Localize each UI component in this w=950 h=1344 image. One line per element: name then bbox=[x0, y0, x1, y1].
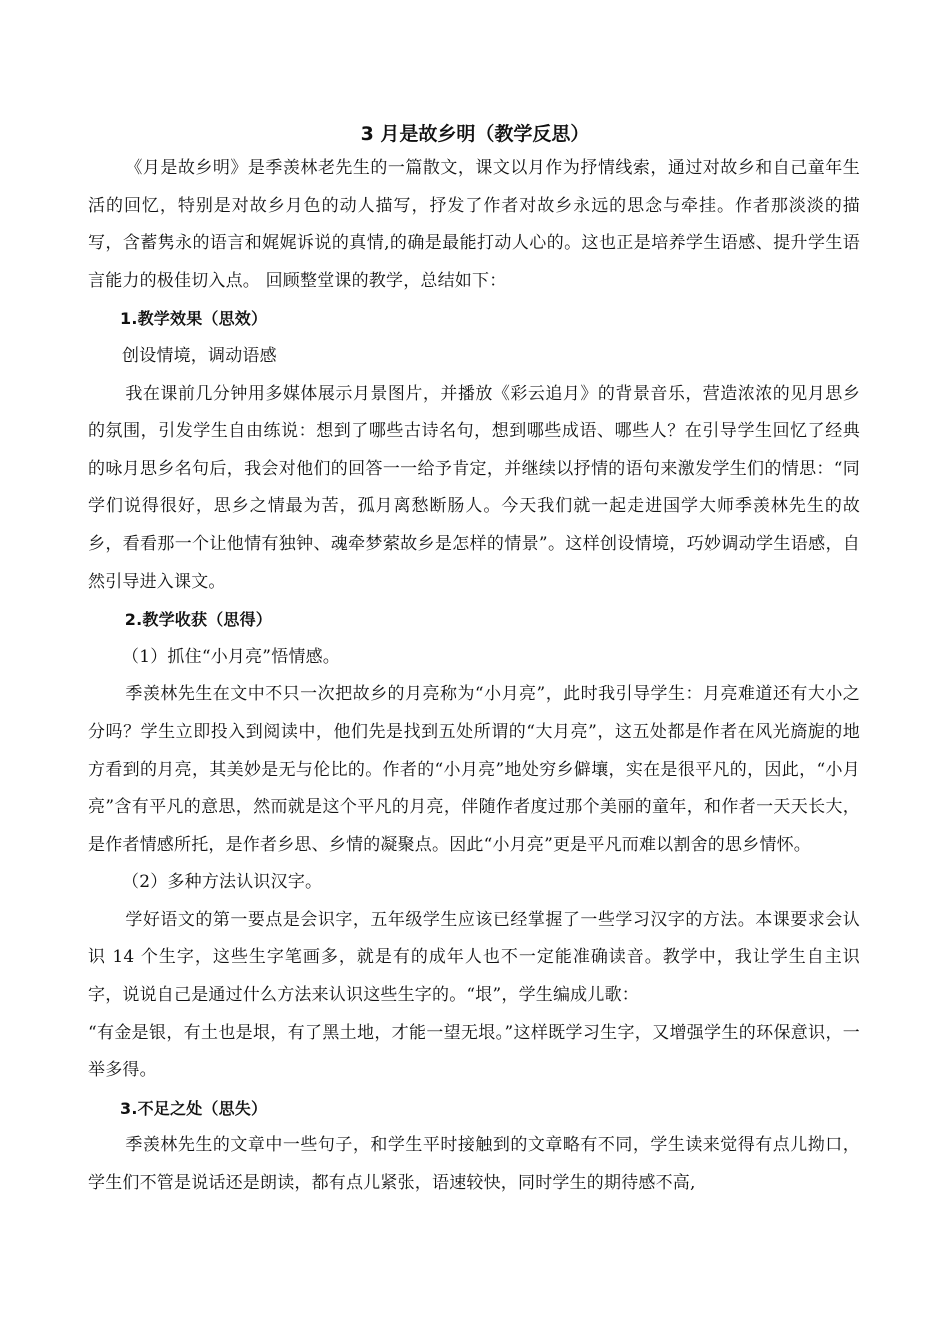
section3-paragraph: 季羡林先生的文章中一些句子，和学生平时接触到的文章略有不同，学生读来觉得有点儿拗口，学生们不管是说话还是朗读，都有点儿紧张，语速较快，同时学生的期待感不高, bbox=[88, 1135, 860, 1194]
section-heading-3: 3.不足之处（思失） bbox=[120, 1098, 268, 1118]
section1-paragraph: 我在课前几分钟用多媒体展示月景图片，并播放《彩云追月》的背景音乐，营造浓浓的见月思乡的氛围，引发学生自由练说：想到了哪些古诗名句，想到哪些成语、哪些人？在引导学生回忆了经典的咏月思乡名句后，我会对他们的回答一一给予肯定，并继续以抒情的语句来激发学生们的情思：“同学们说得很好，思乡之情最为苦，孤月离愁断肠人。今天我们就一起走进国学大师季羡林先生的故乡，看看那一个让他情有独钟、魂牵梦萦故乡是怎样的情景”。这样创设情境，巧妙调动学生语感，自然引导进入课文。 bbox=[88, 383, 860, 592]
section-heading-2: 2.教学收获（思得） bbox=[124, 610, 273, 630]
section-heading-1: 1.教学效果（思效） bbox=[120, 309, 268, 329]
point1-title: （1）抓住“小月亮”悟情感。 bbox=[122, 646, 340, 667]
document-body bbox=[88, 150, 860, 1203]
document-title: 3 月是故乡明（教学反思） bbox=[360, 123, 590, 145]
section-subheading-1: 创设情境，调动语感 bbox=[122, 345, 277, 366]
point2-paragraph: 学好语文的第一要点是会识字，五年级学生应该已经掌握了一些学习汉字的方法。本课要求会认识 14 个生字，这些生字笔画多，就是有的成年人也不一定能准确读音。教学中，我让学生自主识字，说说自己是通过什么方法来认识这些生字的。“垠”，学生编成儿歌： bbox=[88, 909, 860, 1006]
point2-rhyme-paragraph: “有金是银，有土也是垠，有了黑土地，才能一望无垠。”这样既学习生字，又增强学生的环保意识，一举多得。 bbox=[88, 1022, 860, 1081]
intro-paragraph: 《月是故乡明》是季羡林老先生的一篇散文，课文以月作为抒情线索，通过对故乡和自己童年生活的回忆，特别是对故乡月色的动人描写，抒发了作者对故乡永远的思念与牵挂。作者那淡淡的描写，含蓄隽永的语言和娓娓诉说的真情,的确是最能打动人心的。这也正是培养学生语感、提升学生语言能力的极佳切入点。 回顾整堂课的教学，总结如下： bbox=[88, 158, 860, 291]
point2-title: （2）多种方法认识汉字。 bbox=[122, 872, 323, 893]
point1-paragraph: 季羡林先生在文中不只一次把故乡的月亮称为“小月亮”，此时我引导学生：月亮难道还有大小之分吗？学生立即投入到阅读中，他们先是找到五处所谓的“大月亮”，这五处都是作者在风光旖旎的地方看到的月亮，其美妙是无与伦比的。作者的“小月亮”地处穷乡僻壤，实在是很平凡的，因此，“小月亮”含有平凡的意思，然而就是这个平凡的月亮，伴随作者度过那个美丽的童年，和作者一天天长大，是作者情感所托，是作者乡思、乡情的凝聚点。因此“小月亮”更是平凡而难以割舍的思乡情怀。 bbox=[88, 684, 860, 855]
